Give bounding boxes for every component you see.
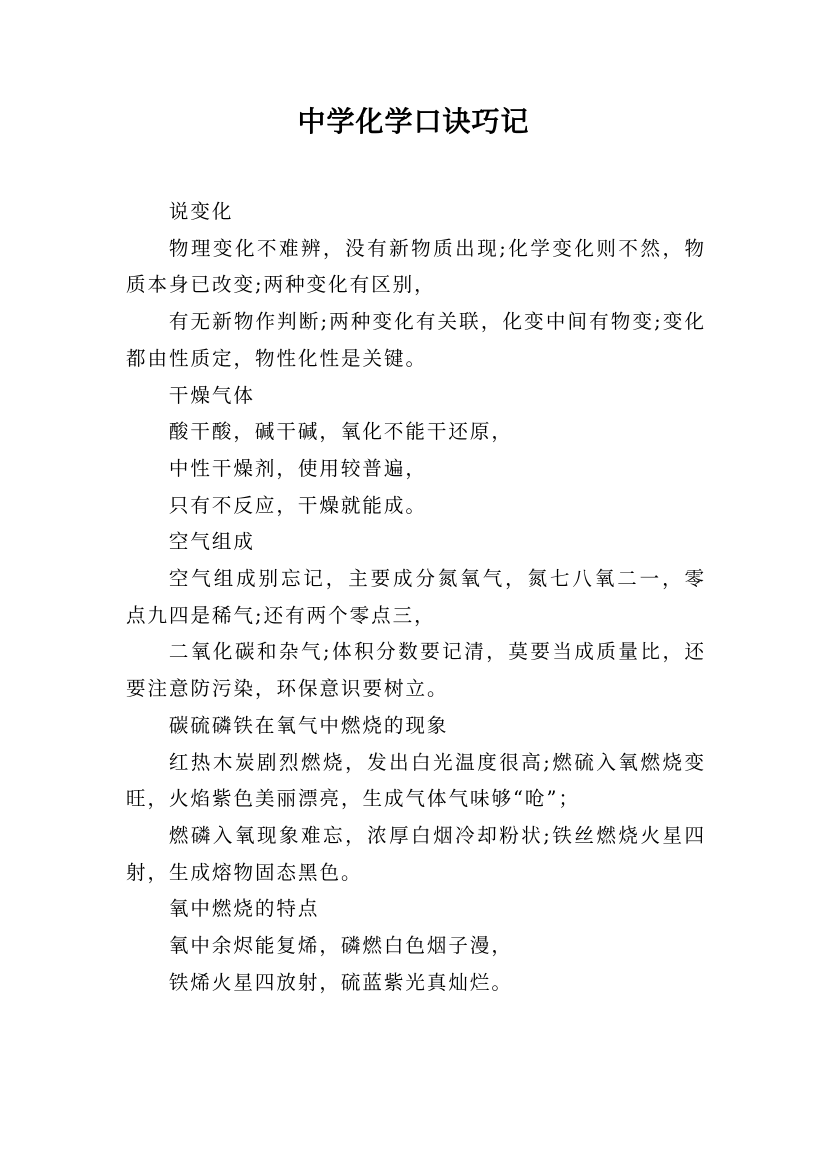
paragraph: 燃磷入氧现象难忘，浓厚白烟冷却粉状;铁丝燃烧火星四射，生成熔物固态黑色。 bbox=[126, 823, 706, 884]
section-heading-dry-gas: 干燥气体 bbox=[168, 383, 255, 407]
paragraph: 只有不反应，干燥就能成。 bbox=[168, 493, 427, 517]
section-heading-oxygen-combustion: 氧中燃烧的特点 bbox=[168, 897, 320, 921]
paragraph: 红热木炭剧烈燃烧，发出白光温度很高;燃硫入氧燃烧变旺，火焰紫色美丽漂亮，生成气体气味够“呛”； bbox=[126, 750, 706, 811]
paragraph: 氧中余烬能复烯，磷燃白色烟子漫， bbox=[168, 934, 513, 958]
section-heading-combustion-phenomena: 碳硫磷铁在氧气中燃烧的现象 bbox=[168, 713, 449, 737]
paragraph: 酸干酸，碱干碱，氧化不能干还原， bbox=[168, 420, 513, 444]
section-heading-air-composition: 空气组成 bbox=[168, 530, 255, 554]
paragraph: 物理变化不难辨，没有新物质出现;化学变化则不然，物质本身已改变;两种变化有区别， bbox=[126, 236, 706, 297]
section-heading-change: 说变化 bbox=[168, 200, 234, 223]
paragraph: 二氧化碳和杂气;体积分数要记清，莫要当成质量比，还要注意防污染，环保意识要树立。 bbox=[126, 640, 706, 701]
document-body bbox=[126, 194, 706, 1001]
paragraph: 铁烯火星四放射，硫蓝紫光真灿烂。 bbox=[168, 970, 513, 994]
paragraph: 有无新物作判断;两种变化有关联，化变中间有物变;变化都由性质定，物性化性是关键。 bbox=[126, 310, 706, 370]
paragraph: 空气组成别忘记，主要成分氮氧气，氮七八氧二一，零点九四是稀气;还有两个零点三， bbox=[126, 567, 706, 627]
paragraph: 中性干燥剂，使用较普遍， bbox=[168, 456, 427, 480]
document-title: 中学化学口诀巧记 bbox=[297, 105, 530, 138]
